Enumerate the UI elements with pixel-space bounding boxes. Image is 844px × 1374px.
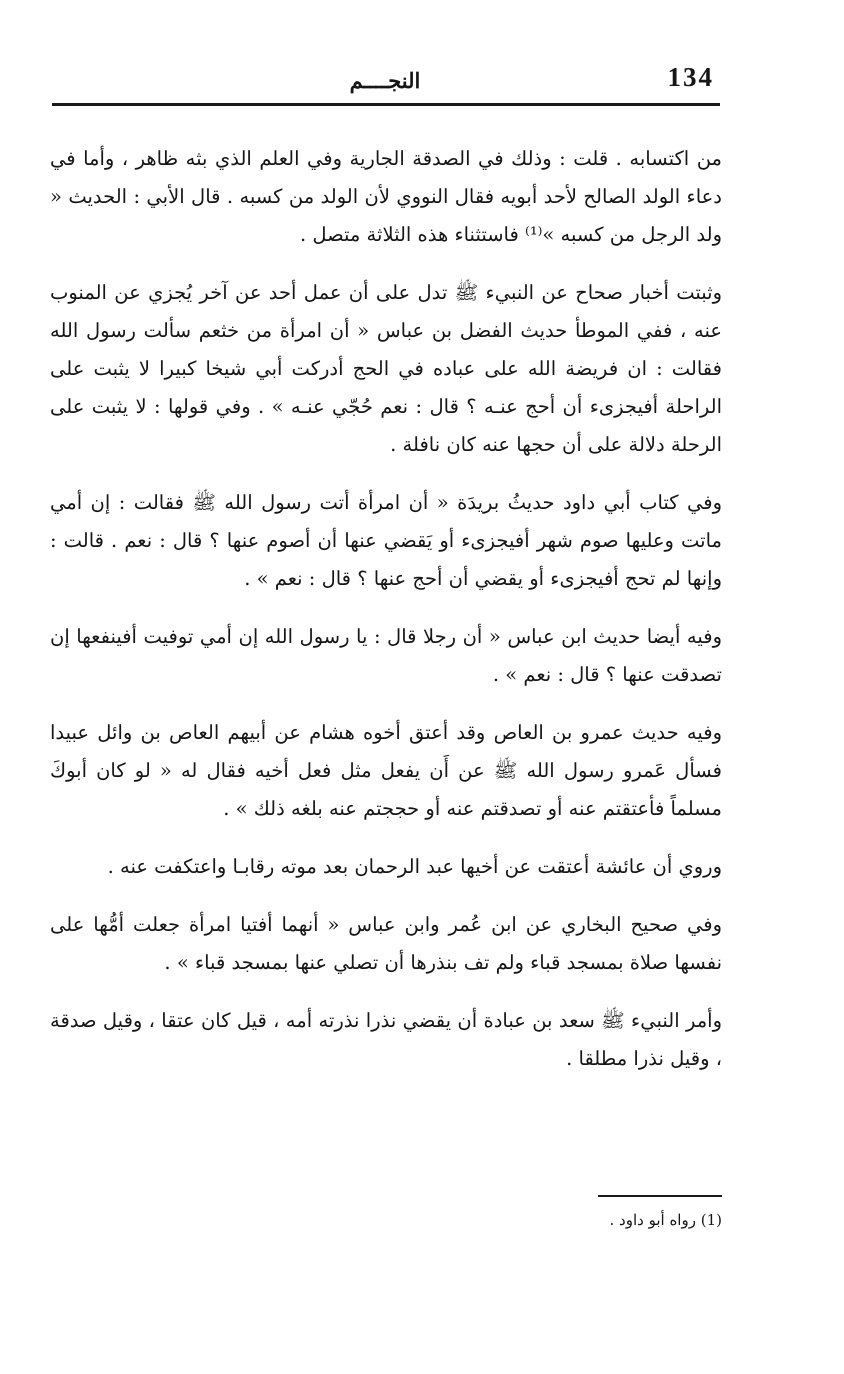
paragraph-spacer [50,694,722,714]
header-rule [52,103,720,106]
paragraph-spacer [50,464,722,484]
paragraph-spacer [50,598,722,618]
footnote-rule [598,1195,722,1197]
paragraph-7: وفي صحيح البخاري عن ابن عُمر وابن عباس « أنهما أفتيا امرأة جعلت أمُّها على نفسها صلاة بمسجد قباء ولم تف بنذرها أن تصلي عنها بمسجد قباء » . [50,913,722,974]
paragraph-6: وروي أن عائشة أعتقت عن أخيها عبد الرحمان بعد موته رقابـا واعتكفت عنه . [107,855,722,878]
footnote: (1) رواه أبو داود . [609,1211,722,1229]
paragraph-spacer [50,254,722,274]
paragraph-spacer [50,982,722,1002]
paragraph-1: من اكتسابه . قلت : وذلك في الصدقة الجارية وفي العلم الذي بثه ظاهر ، وأما في دعاء الولد الصالح لأحد أبويه فقال النووي لأن الولد من كسبه . قال الأبي : الحديث « ولد الرجل من كسبه »⁽¹⁾ فاستثناء هذه الثلاثة متصل . [50,147,722,246]
paragraph-3: وفي كتاب أبي داود حديثُ بريدَة « أن امرأة أتت رسول الله ﷺ فقالت : إن أمي ماتت وعليها صوم شهر أفيجزىء أو يَقضي عنها أن أصوم عنها ؟ قال : نعم . قالت : وإنها لم تحج أفيجزىء أو يقضي أن أحج عنها ؟ قال : نعم » . [50,491,722,590]
paragraph-4: وفيه أيضا حديث ابن عباس « أن رجلا قال : يا رسول الله إن أمي توفيت أفينفعها إن تصدقت عنها ؟ قال : نعم » . [50,625,722,686]
page-number: 134 [667,62,714,92]
paragraph-spacer [50,886,722,906]
main-text [50,140,722,1078]
page-header [50,58,720,102]
paragraph-8: وأمر النبيء ﷺ سعد بن عبادة أن يقضي نذرا نذرته أمه ، قيل كان عتقا ، وقيل صدقة ، وقيل نذرا مطلقا . [50,1009,722,1070]
running-title: النجــــم [349,68,421,93]
paragraph-2: وثبتت أخبار صحاح عن النبيء ﷺ تدل على أن عمل أحد عن آخر يُجزي عن المنوب عنه ، ففي الموطأ حديث الفضل بن عباس « أن امرأة من خثعم سألت رسول الله فقالت : ان فريضة الله على عباده في الحج أدركت أبي شيخا كبيرا لا يثبت على الراحلة أفيجزىء أن أحج عنـه ؟ قال : نعم حُجّي عنـه » . وفي قولها : لا يثبت على الرحلة دلالة على أن حجها عنه كان نافلة . [50,281,722,456]
paragraph-spacer [50,828,722,848]
paragraph-5: وفيه حديث عمرو بن العاص وقد أعتق أخوه هشام عن أبيهم العاص بن وائل عبيدا فسأل عَمرو رسول الله ﷺ عن أَن يفعل مثل فعل أخيه فقال له « لو كان أبوكَ مسلماً فأعتقتم عنه أو تصدقتم عنه أو حججتم عنه بلغه ذلك » . [50,721,722,820]
